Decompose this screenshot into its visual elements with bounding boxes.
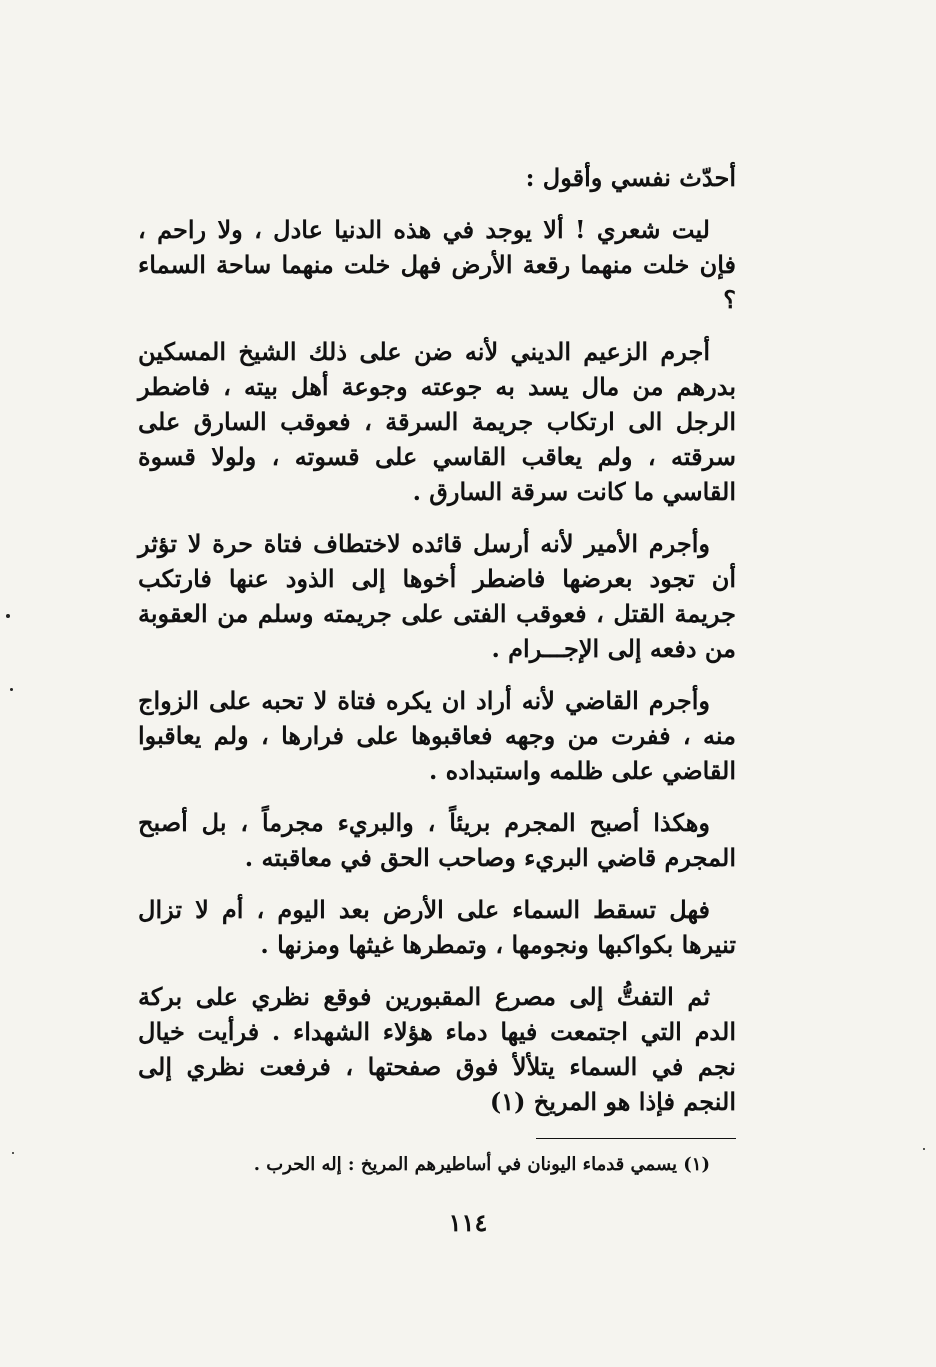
scan-speck (10, 688, 13, 691)
scan-speck (6, 614, 10, 618)
paragraph: ليت شعري ! ألا يوجد في هذه الدنيا عادل ، ولا راحم ، فإن خلت منهما رقعة الأرض فهل خلت منهما ساحة السماء ؟ (138, 215, 736, 314)
footnote-divider (536, 1138, 736, 1139)
paragraph: وأجرم الأمير لأنه أرسل قائده لاختطاف فتاة حرة لا تؤثر أن تجود بعرضها فاضطر أخوها إلى الذود عنها فارتكب جريمة القتل ، فعوقب الفتى على جريمته وسلم من العقوبة من دفعه إلى الإجـــرام . (138, 529, 736, 663)
body-text (138, 160, 736, 1136)
scan-speck (923, 1148, 925, 1150)
paragraph: ثم التفتُّ إلى مصرع المقبورين فوقع نظري على بركة الدم التي اجتمعت فيها دماء هؤلاء الشهداء . فرأيت خيال نجم في السماء يتلألأ فوق صفحتها ، فرفعت نظري إلى النجم فإذا هو المريخ (١) (138, 982, 737, 1116)
paragraph: أجرم الزعيم الديني لأنه ضن على ذلك الشيخ المسكين بدرهم من مال يسد به جوعته وجوعة أهل بيته ، فاضطر الرجل الى ارتكاب جريمة السرقة ، فعوقب السارق على سرقته ، ولم يعاقب القاسي على قسوته ، ولولا قسوة القاسي ما كانت سرقة السارق . (138, 337, 736, 506)
scan-speck (12, 1152, 14, 1154)
paragraph: أحدّث نفسي وأقول : (525, 163, 736, 192)
page-number: ١١٤ (448, 1208, 488, 1237)
paragraph: وهكذا أصبح المجرم بريئاً ، والبريء مجرماً ، بل أصبح المجرم قاضي البريء وصاحب الحق في معاقبته . (138, 808, 736, 872)
paragraph: وأجرم القاضي لأنه أراد ان يكره فتاة لا تحبه على الزواج منه ، ففرت من وجهه فعاقبوها على فرارها ، ولم يعاقبوا القاضي على ظلمه واستبداده . (138, 686, 736, 785)
paragraph: فهل تسقط السماء على الأرض بعد اليوم ، أم لا تزال تنيرها بكواكبها ونجومها ، وتمطرها غيثها ومزنها . (138, 895, 736, 959)
footnote: (١) يسمي قدماء اليونان في أساطيرهم المريخ : إله الحرب . (253, 1154, 710, 1175)
